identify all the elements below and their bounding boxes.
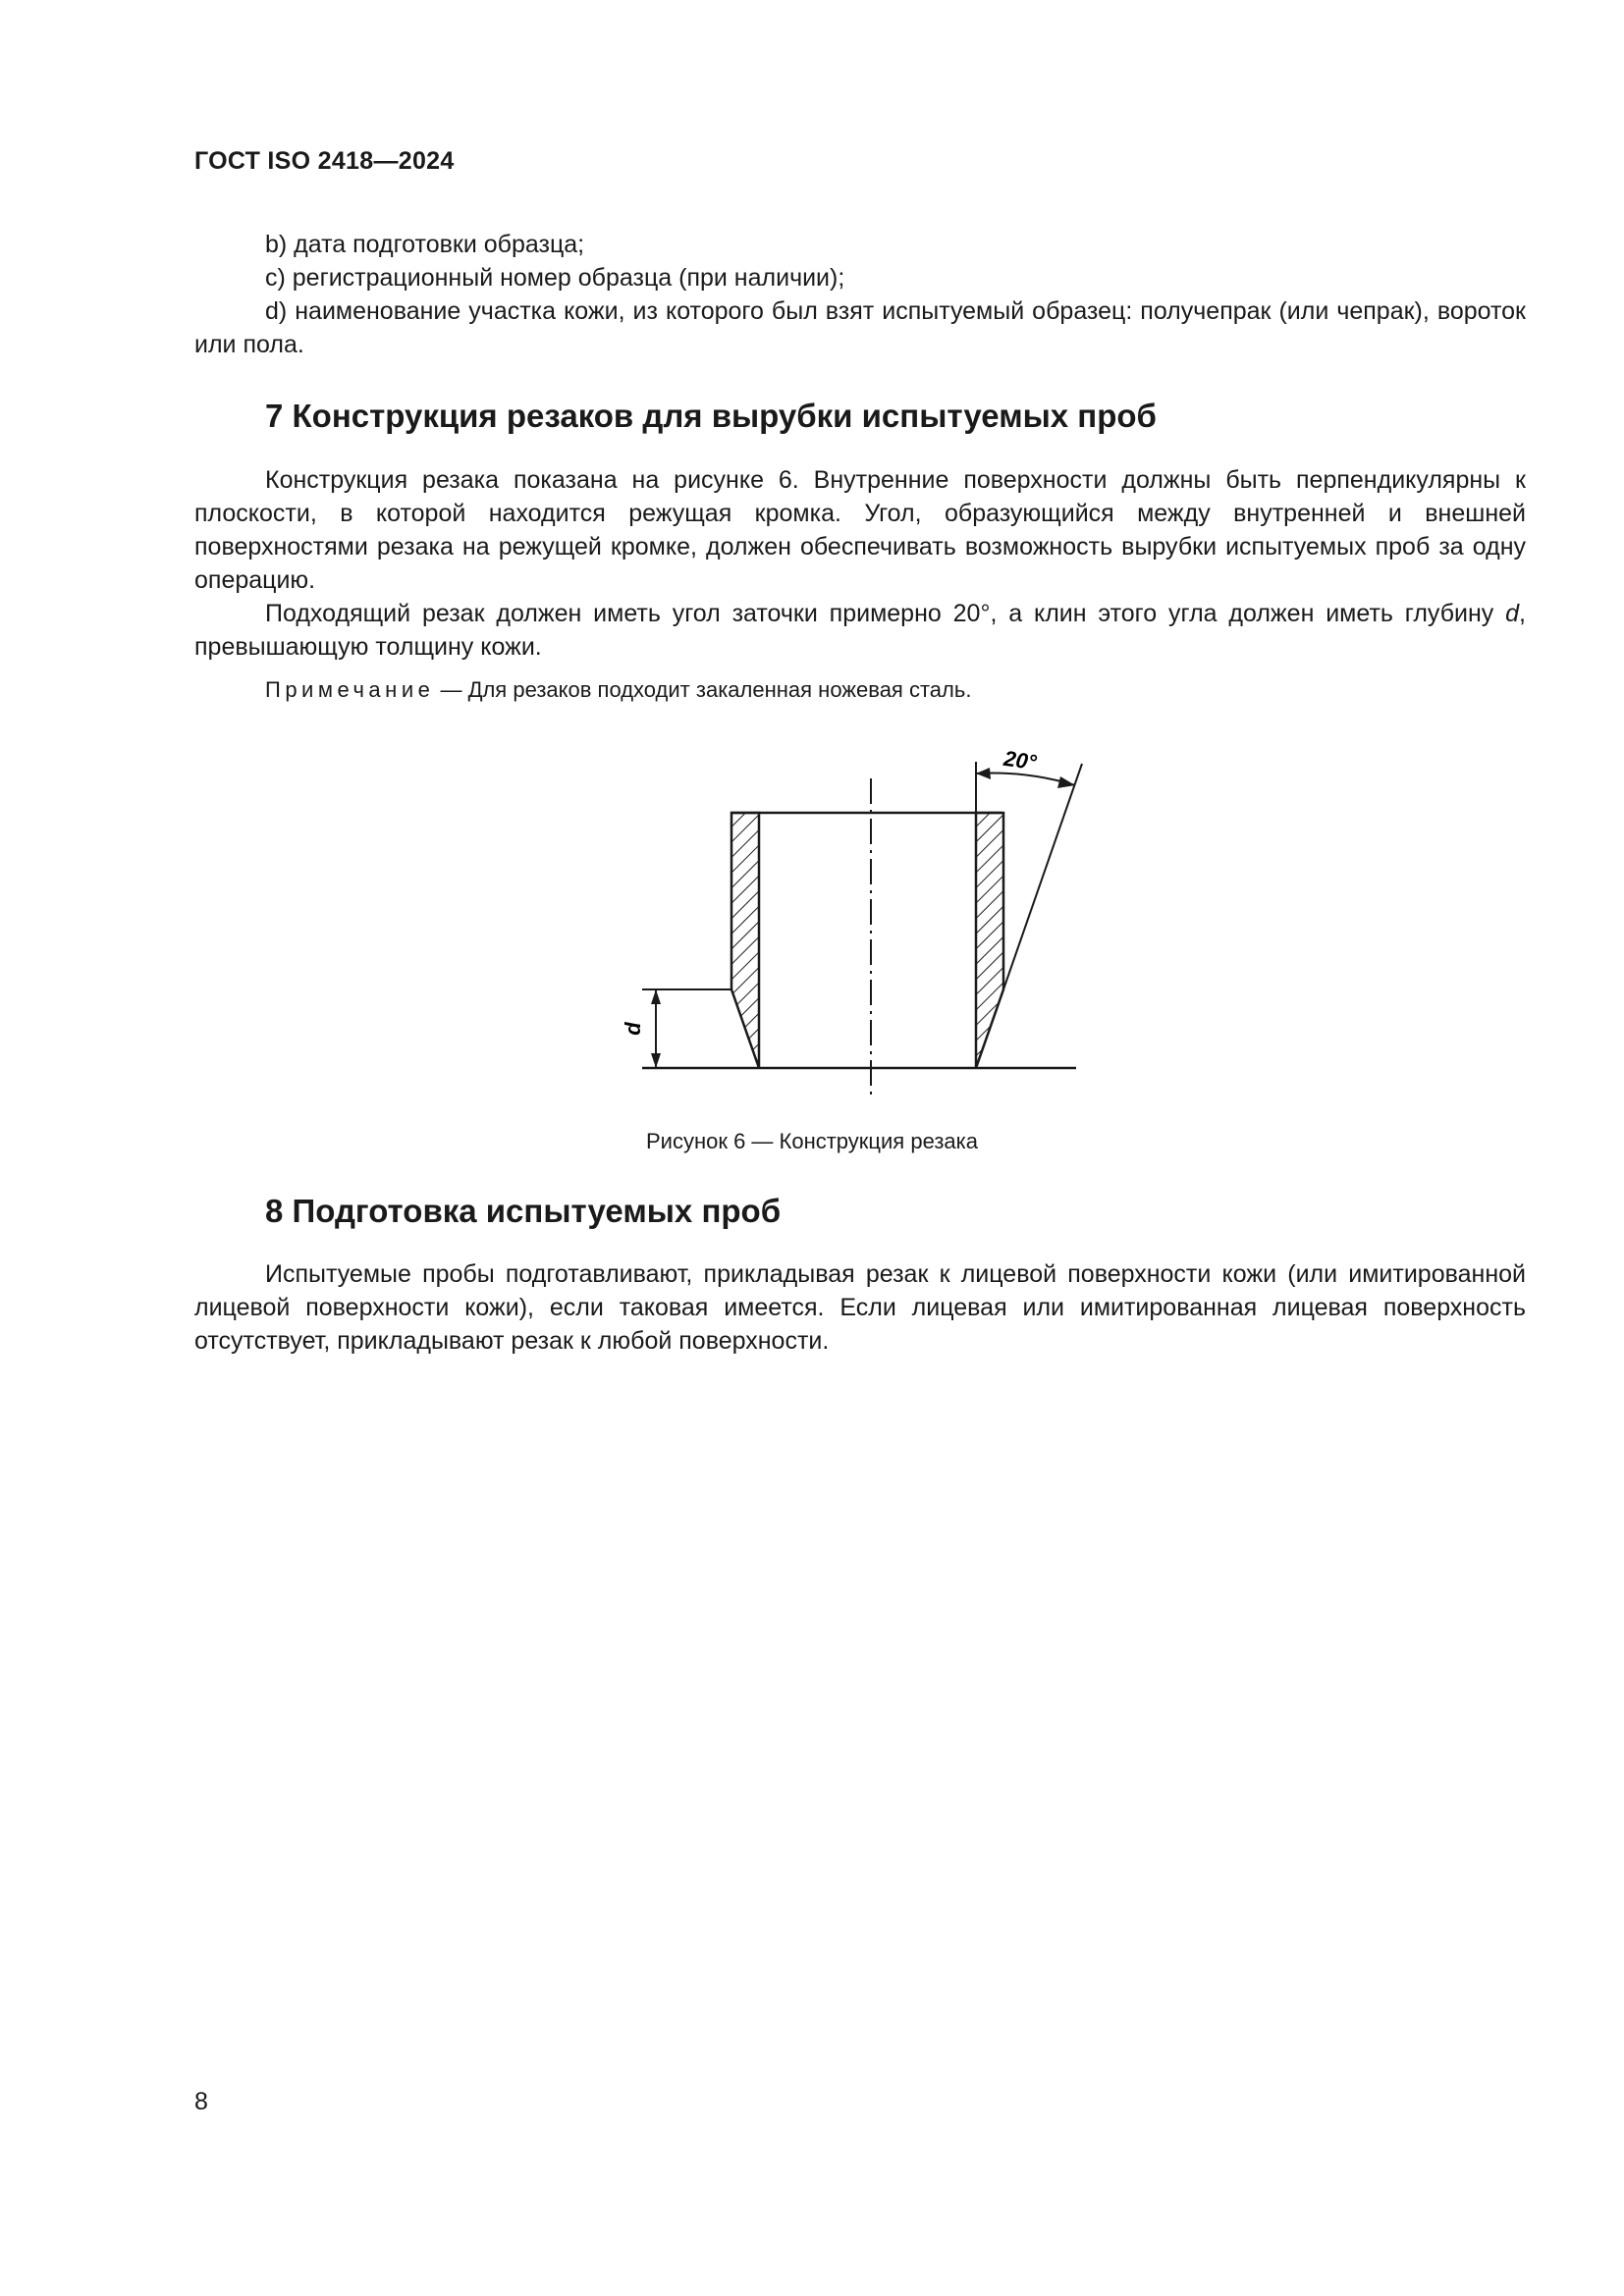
paragraph-text: Подходящий резак должен иметь угол заточки примерно 20°, а клин этого угла должен иметь глубину: [265, 600, 1506, 627]
left-wall: [731, 813, 759, 1068]
list-item: d) наименование участка кожи, из которого был взят испытуемый образец: получепрак (или чепрак), вороток или пола.: [194, 297, 1526, 358]
cutter-figure: [621, 745, 1100, 1109]
document-header: ГОСТ ISO 2418—2024: [194, 147, 455, 175]
arc-arrow-right: [1057, 776, 1075, 788]
section-8-paragraph: Испытуемые пробы подготавливают, прикладывая резак к лицевой поверхности кожи (или имитированной лицевой поверхности кожи), если таковая имеется. Если лицевая или имитированная лицевая поверхность отсутствует, прикладывают резак к любой поверхности.: [194, 1260, 1526, 1355]
angle-bevel-extension: [1003, 764, 1082, 989]
note: [265, 677, 971, 703]
arc-arrow-left: [976, 768, 991, 779]
dim-arrow-top: [651, 989, 661, 1004]
list-item: b) дата подготовки образца;: [265, 231, 585, 258]
dim-arrow-bottom: [651, 1053, 661, 1068]
figure-caption: Рисунок 6 — Конструкция резака: [645, 1129, 978, 1153]
note-text: — Для резаков подходит закаленная ножевая сталь.: [434, 677, 972, 702]
section-7-paragraph-2: [194, 597, 1526, 664]
metadata-list: [194, 228, 1526, 361]
list-item: c) регистрационный номер образца (при наличии);: [265, 264, 845, 292]
paragraph-text: , превышающую толщину кожи.: [194, 600, 1526, 661]
section-7-body: [194, 463, 1526, 664]
section-7-paragraph-1: Конструкция резака показана на рисунке 6. Внутренние поверхности должны быть перпендикулярны к плоскости, в которой находится режущая кромка. Угол, образующийся между внутренней и внешней поверхностями резака на режущей кромке, должен обеспечивать возможность вырубки испытуемых проб за одну операцию.: [194, 466, 1526, 594]
right-wall: [976, 813, 1003, 1068]
section-8-body: [194, 1257, 1526, 1358]
note-label: Примечание: [265, 677, 435, 702]
section-7-heading: 7 Конструкция резаков для вырубки испытуемых проб: [265, 398, 1157, 434]
depth-variable: d: [1505, 600, 1520, 627]
dim-label: d: [621, 1022, 645, 1036]
angle-label: 20°: [1001, 745, 1039, 775]
page-number: 8: [194, 2088, 208, 2115]
section-8-heading: 8 Подготовка испытуемых проб: [265, 1193, 782, 1229]
